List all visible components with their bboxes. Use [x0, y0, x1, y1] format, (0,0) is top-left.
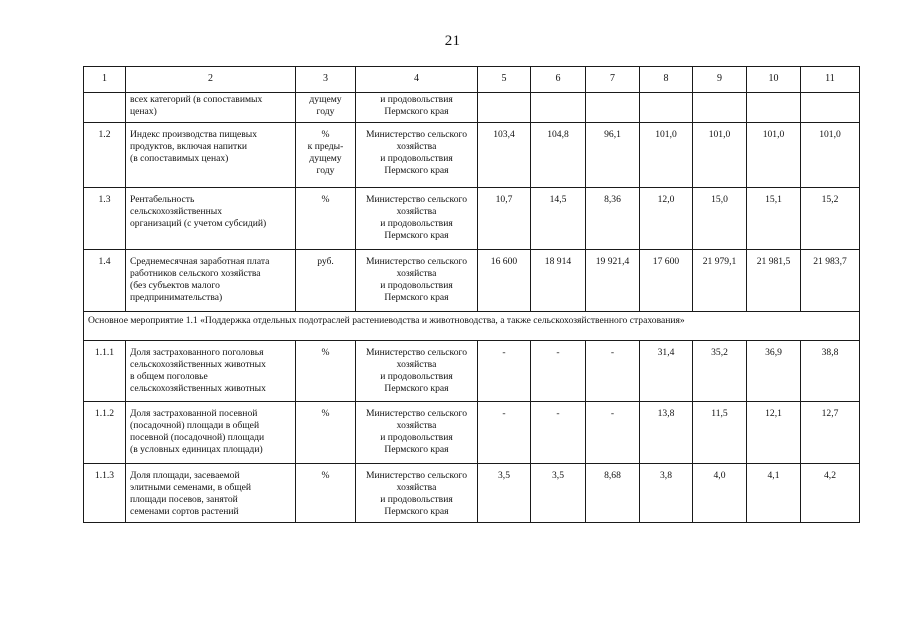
value-cell: 8,36: [586, 188, 640, 250]
value-cell: [531, 93, 586, 123]
table-row: [84, 464, 860, 523]
value-cell: 38,8: [801, 341, 860, 402]
value-cell: 31,4: [640, 341, 693, 402]
value-cell: [478, 93, 531, 123]
column-header: 8: [640, 67, 693, 93]
value-cell: 10,7: [478, 188, 531, 250]
value-cell: 17 600: [640, 250, 693, 312]
table-row: [84, 123, 860, 188]
value-cell: 4,0: [693, 464, 747, 523]
value-cell: -: [586, 341, 640, 402]
row-number: 1.1.3: [84, 464, 126, 523]
table-row: [84, 188, 860, 250]
value-cell: 11,5: [693, 402, 747, 464]
value-cell: 16 600: [478, 250, 531, 312]
value-cell: 15,0: [693, 188, 747, 250]
indicator-name: Доля застрахованной посевной (посадочной) площади в общей посевной (посадочной) площади (в условных единицах площади): [126, 402, 296, 464]
column-header: 1: [84, 67, 126, 93]
unit-of-measure: дущему году: [296, 93, 356, 123]
value-cell: [747, 93, 801, 123]
unit-of-measure: %: [296, 464, 356, 523]
value-cell: [640, 93, 693, 123]
unit-of-measure: руб.: [296, 250, 356, 312]
value-cell: -: [478, 341, 531, 402]
page-number: 21: [444, 33, 461, 49]
value-cell: -: [531, 341, 586, 402]
table-row: [84, 402, 860, 464]
value-cell: 3,8: [640, 464, 693, 523]
unit-of-measure: %: [296, 402, 356, 464]
value-cell: 101,0: [693, 123, 747, 188]
value-cell: 21 979,1: [693, 250, 747, 312]
indicator-name: Доля застрахованного поголовья сельскохозяйственных животных в общем поголовье сельскохозяйственных животных: [126, 341, 296, 402]
responsible-executor: Министерство сельского хозяйства и продовольствия Пермского края: [356, 464, 478, 523]
header-row: [84, 67, 860, 93]
value-cell: 103,4: [478, 123, 531, 188]
column-header: 3: [296, 67, 356, 93]
value-cell: 15,2: [801, 188, 860, 250]
responsible-executor: Министерство сельского хозяйства и продовольствия Пермского края: [356, 402, 478, 464]
value-cell: 12,7: [801, 402, 860, 464]
indicator-name: Доля площади, засеваемой элитными семенами, в общей площади посевов, занятой семенами сортов растений: [126, 464, 296, 523]
responsible-executor: Министерство сельского хозяйства и продовольствия Пермского края: [356, 188, 478, 250]
table-row: [84, 341, 860, 402]
value-cell: 4,2: [801, 464, 860, 523]
value-cell: 13,8: [640, 402, 693, 464]
value-cell: 101,0: [747, 123, 801, 188]
column-header: 6: [531, 67, 586, 93]
value-cell: 18 914: [531, 250, 586, 312]
column-header: 4: [356, 67, 478, 93]
value-cell: 15,1: [747, 188, 801, 250]
value-cell: [586, 93, 640, 123]
value-cell: 12,1: [747, 402, 801, 464]
value-cell: 12,0: [640, 188, 693, 250]
column-header: 7: [586, 67, 640, 93]
value-cell: 8,68: [586, 464, 640, 523]
value-cell: 36,9: [747, 341, 801, 402]
row-number: 1.1.1: [84, 341, 126, 402]
indicator-name: всех категорий (в сопоставимых ценах): [126, 93, 296, 123]
unit-of-measure: %: [296, 188, 356, 250]
column-header: 10: [747, 67, 801, 93]
value-cell: 3,5: [531, 464, 586, 523]
row-number: 1.2: [84, 123, 126, 188]
value-cell: [693, 93, 747, 123]
row-number: 1.4: [84, 250, 126, 312]
value-cell: -: [531, 402, 586, 464]
main-activity-title: Основное мероприятие 1.1 «Поддержка отдельных подотраслей растениеводства и животноводства, а также сельскохозяйственного страхования»: [84, 312, 860, 341]
value-cell: 96,1: [586, 123, 640, 188]
responsible-executor: Министерство сельского хозяйства и продовольствия Пермского края: [356, 250, 478, 312]
unit-of-measure: %: [296, 341, 356, 402]
table-row: [84, 93, 860, 123]
column-header: 5: [478, 67, 531, 93]
value-cell: 101,0: [640, 123, 693, 188]
value-cell: 3,5: [478, 464, 531, 523]
value-cell: 101,0: [801, 123, 860, 188]
value-cell: 19 921,4: [586, 250, 640, 312]
value-cell: 4,1: [747, 464, 801, 523]
value-cell: -: [586, 402, 640, 464]
indicator-name: Среднемесячная заработная плата работников сельского хозяйства (без субъектов малого предпринимательства): [126, 250, 296, 312]
section-row: [84, 312, 860, 341]
responsible-executor: Министерство сельского хозяйства и продовольствия Пермского края: [356, 123, 478, 188]
responsible-executor: Министерство сельского хозяйства и продовольствия Пермского края: [356, 341, 478, 402]
indicator-name: Рентабельность сельскохозяйственных организаций (с учетом субсидий): [126, 188, 296, 250]
value-cell: 14,5: [531, 188, 586, 250]
row-number: [84, 93, 126, 123]
column-header: 11: [801, 67, 860, 93]
column-header: 9: [693, 67, 747, 93]
value-cell: 35,2: [693, 341, 747, 402]
value-cell: [801, 93, 860, 123]
column-header: 2: [126, 67, 296, 93]
value-cell: 104,8: [531, 123, 586, 188]
row-number: 1.3: [84, 188, 126, 250]
value-cell: -: [478, 402, 531, 464]
value-cell: 21 981,5: [747, 250, 801, 312]
row-number: 1.1.2: [84, 402, 126, 464]
indicator-name: Индекс производства пищевых продуктов, включая напитки (в сопоставимых ценах): [126, 123, 296, 188]
responsible-executor: и продовольствия Пермского края: [356, 93, 478, 123]
unit-of-measure: % к преды- дущему году: [296, 123, 356, 188]
value-cell: 21 983,7: [801, 250, 860, 312]
table-row: [84, 250, 860, 312]
indicators-table: [83, 66, 860, 523]
